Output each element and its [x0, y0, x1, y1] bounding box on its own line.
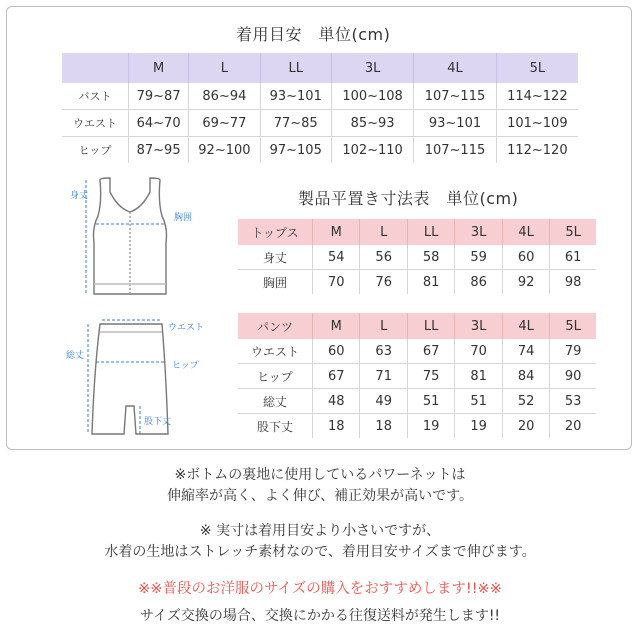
total-length-label: 総丈: [66, 351, 85, 361]
table-cell: 107~115: [414, 137, 496, 164]
tops-diagram: [94, 178, 167, 294]
table-cell: 56: [360, 245, 407, 270]
table-cell: 18: [313, 414, 360, 439]
table-row: [238, 245, 596, 270]
hip-label: ヒップ: [172, 361, 199, 371]
row-label: 股下丈: [238, 414, 313, 439]
table-row: [62, 137, 578, 164]
table-cell: 63: [360, 339, 407, 364]
table-header-row: [238, 219, 596, 245]
table-row: [238, 389, 596, 414]
pants-size-table: [238, 313, 596, 438]
table-cell: 90: [550, 364, 596, 389]
table-cell: 18: [360, 414, 407, 439]
chest-label: 胸囲: [174, 213, 193, 223]
table-cell: 101~109: [496, 110, 578, 137]
table-cell: 48: [313, 389, 360, 414]
table-row: [62, 110, 578, 137]
table-cell: 97~105: [260, 137, 331, 164]
table-header-row: [238, 313, 596, 339]
header-cell: 5L: [496, 53, 578, 83]
table-cell: 79: [550, 339, 596, 364]
table-cell: 76: [360, 270, 407, 295]
header-cell: 4L: [502, 219, 549, 245]
note-line-2: 伸縮率が高く、よく伸び、補正効果が高いです。: [166, 488, 474, 504]
header-cell: 5L: [550, 313, 596, 339]
shipping-note: サイズ交換の場合、交換にかかる往復送料が発生します!!: [139, 608, 501, 624]
flat-size-title: 製品平置き寸法表 単位(cm): [298, 189, 519, 208]
table-cell: 81: [407, 270, 454, 295]
table-cell: 59: [455, 245, 502, 270]
table-cell: 19: [407, 414, 454, 439]
header-cell: L: [189, 53, 260, 83]
table-row: [238, 414, 596, 439]
table-cell: 86~94: [189, 83, 260, 110]
table-row: [238, 364, 596, 389]
table-cell: 85~93: [331, 110, 413, 137]
table-cell: 67: [313, 364, 360, 389]
row-label: 総丈: [238, 389, 313, 414]
table-cell: 58: [407, 245, 454, 270]
header-cell: 4L: [502, 313, 549, 339]
header-cell: LL: [260, 53, 331, 83]
table-cell: 107~115: [414, 83, 496, 110]
table-cell: 19: [455, 414, 502, 439]
table-cell: 69~77: [189, 110, 260, 137]
note-line-4: 水着の生地はストレッチ素材なので、着用目安サイズまで伸びます。: [104, 544, 536, 560]
table-cell: 49: [360, 389, 407, 414]
table-cell: 70: [313, 270, 360, 295]
garment-diagram: [50, 172, 230, 447]
table-cell: 93~101: [414, 110, 496, 137]
table-cell: 79~87: [129, 83, 189, 110]
header-cell: トップス: [238, 219, 313, 245]
table-cell: 70: [455, 339, 502, 364]
table-cell: 67: [407, 339, 454, 364]
table-cell: 53: [550, 389, 596, 414]
header-cell: 3L: [455, 219, 502, 245]
table-cell: 86: [455, 270, 502, 295]
table-cell: 54: [313, 245, 360, 270]
table-cell: 93~101: [260, 83, 331, 110]
table-cell: 60: [313, 339, 360, 364]
table-row: [238, 339, 596, 364]
header-cell: M: [313, 313, 360, 339]
table-cell: 87~95: [129, 137, 189, 164]
header-cell: M: [129, 53, 189, 83]
warning-text: ※※普段のお洋服のサイズの購入をおすすめします!!※※: [138, 581, 502, 597]
row-label: 胸囲: [238, 270, 313, 295]
table-cell: 98: [550, 270, 596, 295]
table-cell: 61: [550, 245, 596, 270]
table-cell: 77~85: [260, 110, 331, 137]
table-cell: 60: [502, 245, 549, 270]
table-cell: 74: [502, 339, 549, 364]
table-cell: 51: [407, 389, 454, 414]
waist-label: ウエスト: [168, 323, 205, 333]
table-cell: 51: [455, 389, 502, 414]
tops-measure-lines: [86, 180, 164, 294]
header-cell: 5L: [550, 219, 596, 245]
note-line-1: ※ボトムの裏地に使用しているパワーネットは: [174, 467, 466, 483]
table-cell: 102~110: [331, 137, 413, 164]
table-cell: 71: [360, 364, 407, 389]
row-label: バスト: [78, 90, 112, 103]
table-row: [238, 270, 596, 295]
header-cell: LL: [407, 313, 454, 339]
table-cell: 20: [502, 414, 549, 439]
inseam-label: 股下丈: [144, 417, 172, 427]
table-row: [62, 83, 578, 110]
wear-size-title: 着用目安 単位(cm): [236, 25, 391, 44]
row-label: ヒップ: [62, 137, 129, 164]
wear-size-table: [62, 53, 578, 163]
table-cell: 92~100: [189, 137, 260, 164]
body-length-label: 身丈: [70, 191, 89, 201]
table-cell: 100~108: [331, 83, 413, 110]
note-line-3: ※ 実寸は着用目安より小さいですが、: [199, 523, 441, 539]
header-cell: L: [360, 313, 407, 339]
table-cell: 75: [407, 364, 454, 389]
table-cell: 112~120: [496, 137, 578, 164]
header-cell: L: [360, 219, 407, 245]
header-cell: [62, 53, 129, 83]
header-cell: パンツ: [238, 313, 313, 339]
row-label: ウエスト: [250, 344, 299, 359]
table-header-row: [62, 53, 578, 83]
table-cell: 20: [550, 414, 596, 439]
table-cell: 52: [502, 389, 549, 414]
header-cell: 3L: [455, 313, 502, 339]
table-cell: 114~122: [496, 83, 578, 110]
table-cell: 64~70: [129, 110, 189, 137]
header-cell: M: [313, 219, 360, 245]
table-cell: 81: [455, 364, 502, 389]
row-label: ウエスト: [62, 110, 129, 137]
table-cell: 92: [502, 270, 549, 295]
header-cell: 4L: [414, 53, 496, 83]
header-cell: 3L: [331, 53, 413, 83]
tops-size-table: [238, 219, 596, 294]
header-cell: LL: [407, 219, 454, 245]
table-cell: 84: [502, 364, 549, 389]
row-label: 身丈: [262, 250, 287, 265]
row-label: ヒップ: [238, 364, 313, 389]
